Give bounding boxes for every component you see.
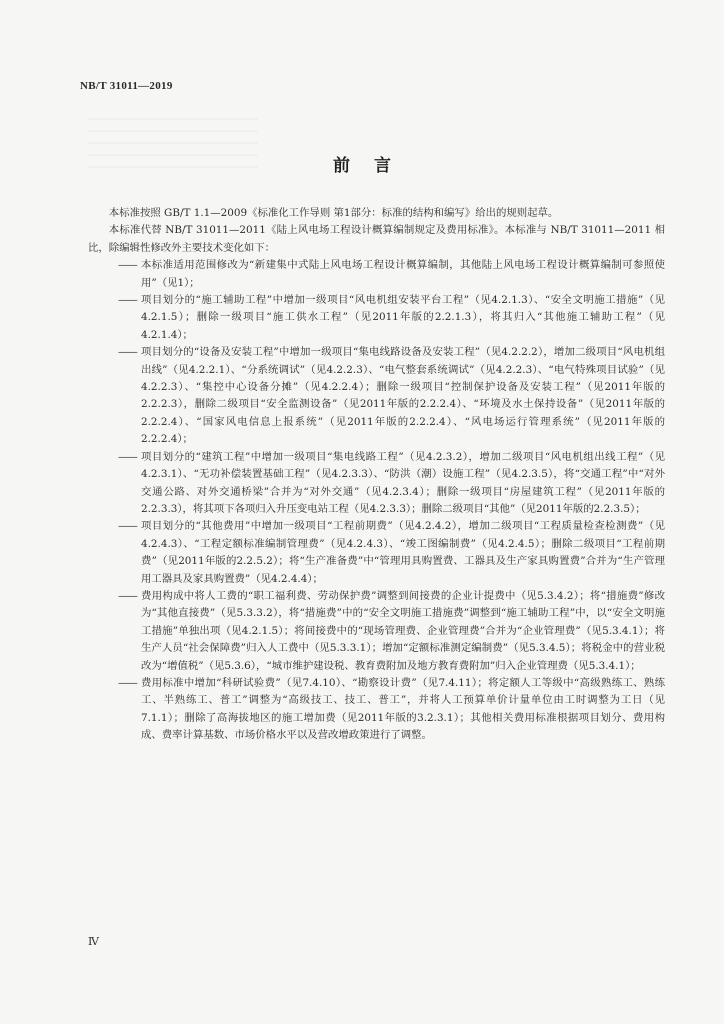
- item-dash: ——: [118, 294, 137, 307]
- foreword-body: [88, 205, 665, 745]
- change-item: [88, 518, 665, 588]
- change-item: [88, 292, 665, 344]
- item-dash: ——: [118, 259, 137, 272]
- standard-number: NB/T 31011—2019: [80, 80, 173, 92]
- change-item-text: 本标准适用范围修改为“新建集中式陆上风电场工程设计概算编制，其他陆上风电场工程设计概算编制可参照使用”（见1）；: [141, 259, 665, 289]
- change-item: [88, 675, 665, 745]
- change-item: [88, 344, 665, 448]
- change-item: [88, 257, 665, 292]
- change-item: [88, 588, 665, 675]
- change-item-text: 项目划分的“其他费用”中增加一级项目“工程前期费”（见4.2.4.2），增加二级项目“工程质量检查检测费”（见4.2.4.3）、“工程定额标准编制管理费”（见4.2.4.3）、“竣工图编制费”（见4.2.4.5）；删除二级项目“工程前期费”（见2011年版的2.2.5.2）；将“生产准备费”中“管理用具购置费、工器具及生产家具购置费”合并为“生产管理用工器具及家具购置费”（见4.2.4.4）；: [141, 520, 665, 585]
- change-item-text: 项目划分的“设备及安装工程”中增加一级项目“集电线路设备及安装工程”（见4.2.2.2），增加二级项目“风电机组出线”（见4.2.2.1）、“分系统调试”（见4.2.2.3）、“电气整套系统调试”（见4.2.2.3）、“电气特殊项目试验”（见4.2.2.3）、“集控中心设备分摊”（见4.2.2.4）；删除一级项目“控制保护设备及安装工程”（见2011年版的2.2.2.3），删除二级项目“安全监测设备”（见2011年版的2.2.2.4）、“环境及水土保持设备”（见2011年版的2.2.2.4）、“国家风电信息上报系统”（见2011年版的2.2.2.4）、“风电场运行管理系统”（见2011年版的2.2.2.4）；: [141, 346, 665, 446]
- page-number: Ⅳ: [88, 936, 99, 948]
- change-item-text: 费用标准中增加“科研试验费”（见7.4.10）、“勘察设计费”（见7.4.11）；将定额人工等级中“高级熟练工、熟练工、半熟练工、普工”调整为“高级技工、技工、普工”，并将人工预算单价计量单位由工时调整为工日（见7.1.1）；删除了高海拔地区的施工增加费（见2011年版的3.2.3.1）；其他相关费用标准根据项目划分、费用构成、费率计算基数、市场价格水平以及营改增政策进行了调整。: [141, 676, 665, 742]
- item-dash: ——: [118, 676, 137, 689]
- item-dash: ——: [118, 520, 137, 533]
- page-title: 前言: [333, 156, 415, 176]
- item-dash: ——: [118, 589, 137, 602]
- paragraph-replacement: 本标准代替 NB/T 31011—2011《陆上风电场工程设计概算编制规定及费用标准》。本标准与 NB/T 31011—2011 相比，除编辑性修改外主要技术变化如下：: [88, 224, 665, 254]
- item-dash: ——: [118, 346, 137, 359]
- change-item-text: 项目划分的“施工辅助工程”中增加一级项目“风电机组安装平台工程”（见4.2.1.3）、“安全文明施工措施”（见4.2.1.5）；删除一级项目“施工供水工程”（见2011年版的2.2.1.3），将其归入“其他施工辅助工程”（见4.2.1.4）；: [141, 294, 665, 341]
- item-dash: ——: [118, 450, 137, 463]
- change-item: [88, 449, 665, 519]
- change-item-text: 项目划分的“建筑工程”中增加一级项目“集电线路工程”（见4.2.3.2），增加二级项目“风电机组出线工程”（见4.2.3.1）、“无功补偿装置基础工程”（见4.2.3.3）、“防洪（潮）设施工程”（见4.2.3.5），将“交通工程”中“对外交通公路、对外交通桥梁”合并为“对外交通”（见4.2.3.4）；删除一级项目“房屋建筑工程”（见2011年版的2.2.3.3），将其项下各项归入升压变电站工程（见4.2.3.3）；删除二级项目“其他”（见2011年版的2.2.3.5）；: [141, 450, 665, 515]
- paragraph-drafting-rules: 本标准按照 GB/T 1.1—2009《标准化工作导则 第1部分：标准的结构和编写》给出的规则起草。: [108, 207, 559, 219]
- change-item-text: 费用构成中将人工费的“职工福利费、劳动保护费”调整到间接费的企业计提费中（见5.3.4.2）；将“措施费”修改为“其他直接费”（见5.3.3.2），将“措施费”中的“安全文明施工措施费”调整到“施工辅助工程”中，以“安全文明施工措施”单独出项（见4.2.1.5）；将间接费中的“现场管理费、企业管理费”合并为“企业管理费”（见5.3.4.1）；将生产人员“社会保障费”归入人工费中（见5.3.3.1）；增加“定额标准测定编制费”（见5.3.4.5）；将税金中的营业税改为“增值税”（见5.3.6），“城市维护建设税、教育费附加及地方教育费附加”归入企业管理费（见5.3.4.1）；: [141, 589, 665, 672]
